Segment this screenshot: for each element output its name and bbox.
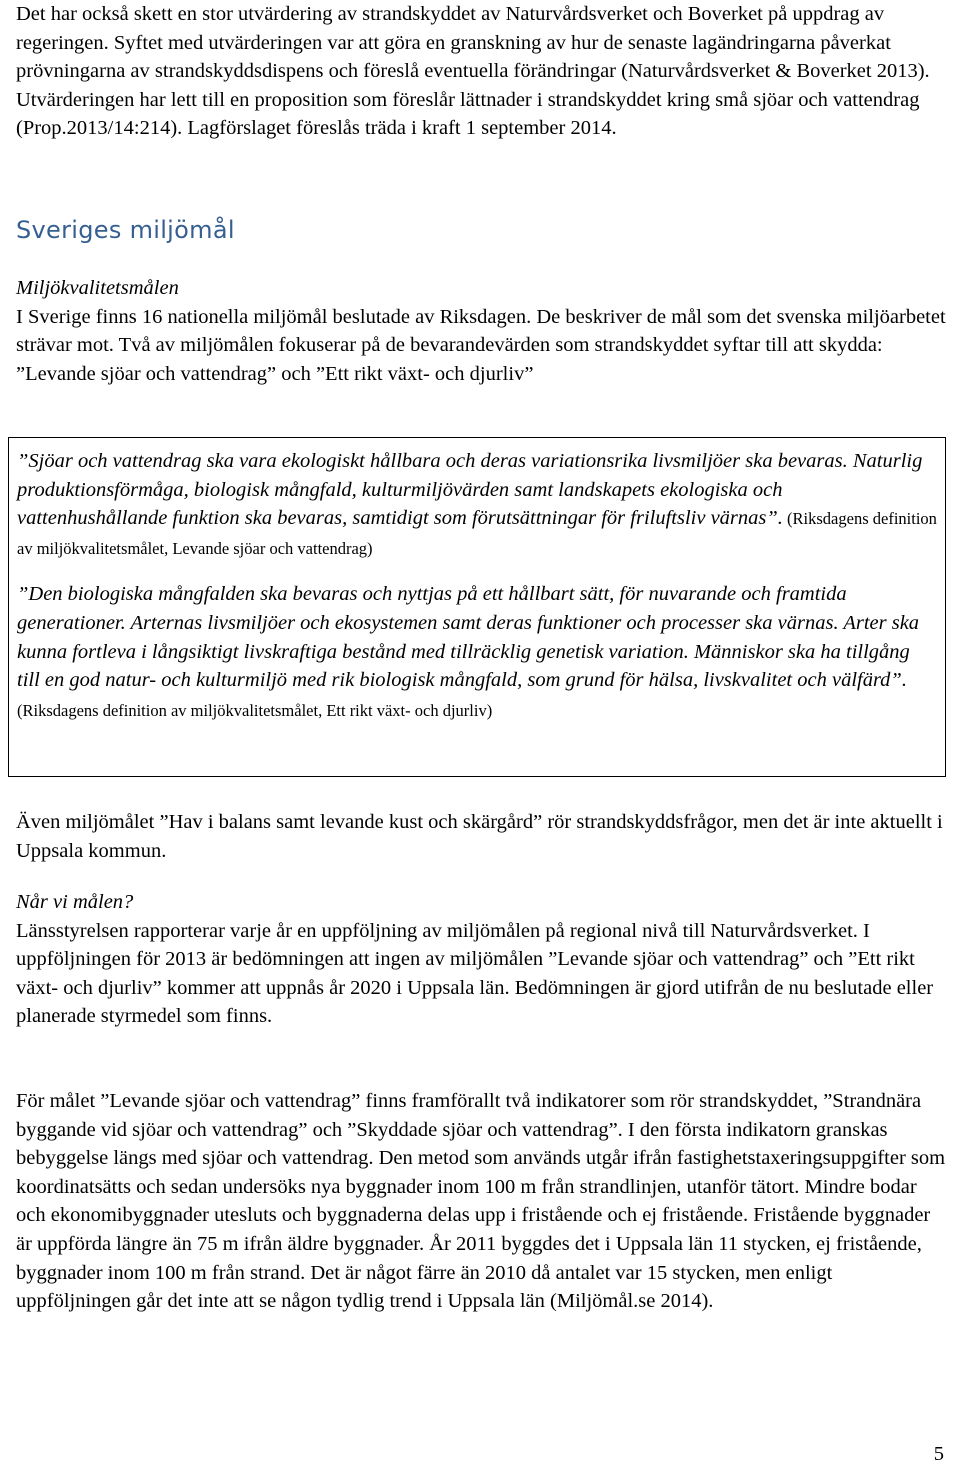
nar-vi-malen-paragraph: Länsstyrelsen rapporterar varje år en uppföljning av miljömålen på regional nivå till Naturvårdsverket. I uppföljningen för 2013 är bedömningen att ingen av miljömålen ”Levande sjöar och vattendrag” och ”Ett rikt växt- och djurliv” kommer att uppnås år 2020 i Uppsala län. Bedömningen är gjord utifrån de nu beslutade eller planerade styrmedel som finns. bbox=[16, 919, 934, 1028]
ref-levande-sjoar: (Riksdagens definition av miljökvalitetsmålet, Levande sjöar och vattendrag) bbox=[17, 509, 937, 558]
ref-rikt-vaxt-djurliv: (Riksdagens definition av miljökvalitetsmålet, Ett rikt växt- och djurliv) bbox=[17, 700, 493, 720]
indikator-paragraph: För målet ”Levande sjöar och vattendrag” finns framförallt två indikatorer som rör strandskyddet, ”Strandnära byggande vid sjöar och vattendrag” och ”Skyddade sjöar och vattendrag”. I den första indikatorn granskas bebyggelse längs med sjöar och vattendrag. Den metod som används utgår ifrån fastighetstaxeringsuppgifter som koordinatsätts och sedan undersöks nya byggnader inom 100 m från strandlinjen, utanför tätort. Mindre bodar och ekonomibyggnader utesluts och byggnaderna delas upp i fristående och ej fristående. Fristående byggnader är uppförda längre än 75 m ifrån äldre byggnader. År 2011 byggdes det i Uppsala län 11 stycken, ej fristående, byggnader inom 100 m från strand. Det är något färre än 2010 då antalet var 15 stycken, men enligt uppföljningen går det inte att se någon tydlig trend i Uppsala län (Miljömål.se 2014). bbox=[16, 1090, 946, 1313]
definition-rikt-vaxt-djurliv bbox=[17, 580, 937, 725]
nar-vi-malen-subheading: Når vi målen? bbox=[16, 891, 134, 913]
page-number: 5 bbox=[933, 1443, 944, 1466]
hav-paragraph: Även miljömålet ”Hav i balans samt levande kust och skärgård” rör strandskyddsfrågor, men det är inte aktuellt i Uppsala kommun. bbox=[16, 811, 943, 862]
intro-paragraph: Det har också skett en stor utvärdering av strandskyddet av Naturvårdsverket och Boverket på uppdrag av regeringen. Syftet med utvärderingen var att göra en granskning av hur de senaste lagändringarna påverkat prövningarna av strandskyddsdispens och föreslå eventuella förändringar (Naturvårdsverket & Boverket 2013). Utvärderingen har lett till en proposition som föreslår lättnader i strandskyddet kring små sjöar och vattendrag (Prop.2013/14:214). Lagförslaget föreslås träda i kraft 1 september 2014. bbox=[16, 3, 930, 140]
definition-levande-sjoar bbox=[17, 447, 937, 563]
miljokvalitetsmalen-subheading: Miljökvalitetsmålen bbox=[16, 277, 179, 299]
quote-levande-sjoar: ”Sjöar och vattendrag ska vara ekologiskt hållbara och deras variationsrika livsmiljöer ska bevaras. Naturlig produktionsförmåga, biologisk mångfald, kulturmiljövärden samt landskapets ekologiska och vattenhushållande funktion ska bevaras, samtidigt som förutsättningar för friluftsliv värnas”. bbox=[17, 450, 923, 530]
miljomal-section bbox=[16, 274, 946, 388]
section-heading: Sveriges miljömål bbox=[16, 216, 235, 244]
miljomal-paragraph: I Sverige finns 16 nationella miljömål beslutade av Riksdagen. De beskriver de mål som det svenska miljöarbetet strävar mot. Två av miljömålen fokuserar på de bevarandevärden som strandskyddet syftar till att skydda: ”Levande sjöar och vattendrag” och ”Ett rikt växt- och djurliv” bbox=[16, 305, 946, 385]
definition-box bbox=[8, 437, 946, 777]
quote-rikt-vaxt-djurliv: ”Den biologiska mångfalden ska bevaras och nyttjas på ett hållbart sätt, för nuvarande och framtida generationer. Arternas livsmiljöer och ekosystemen samt deras funktioner och processer ska värnas. Arter ska kunna fortleva i långsiktigt livskraftiga bestånd med tillräcklig genetisk variation. Människor ska ha tillgång till en god natur- och kulturmiljö med rik biologisk mångfald, som grund för hälsa, livskvalitet och välfärd”. bbox=[17, 583, 920, 692]
nar-vi-malen-section bbox=[16, 888, 946, 1031]
